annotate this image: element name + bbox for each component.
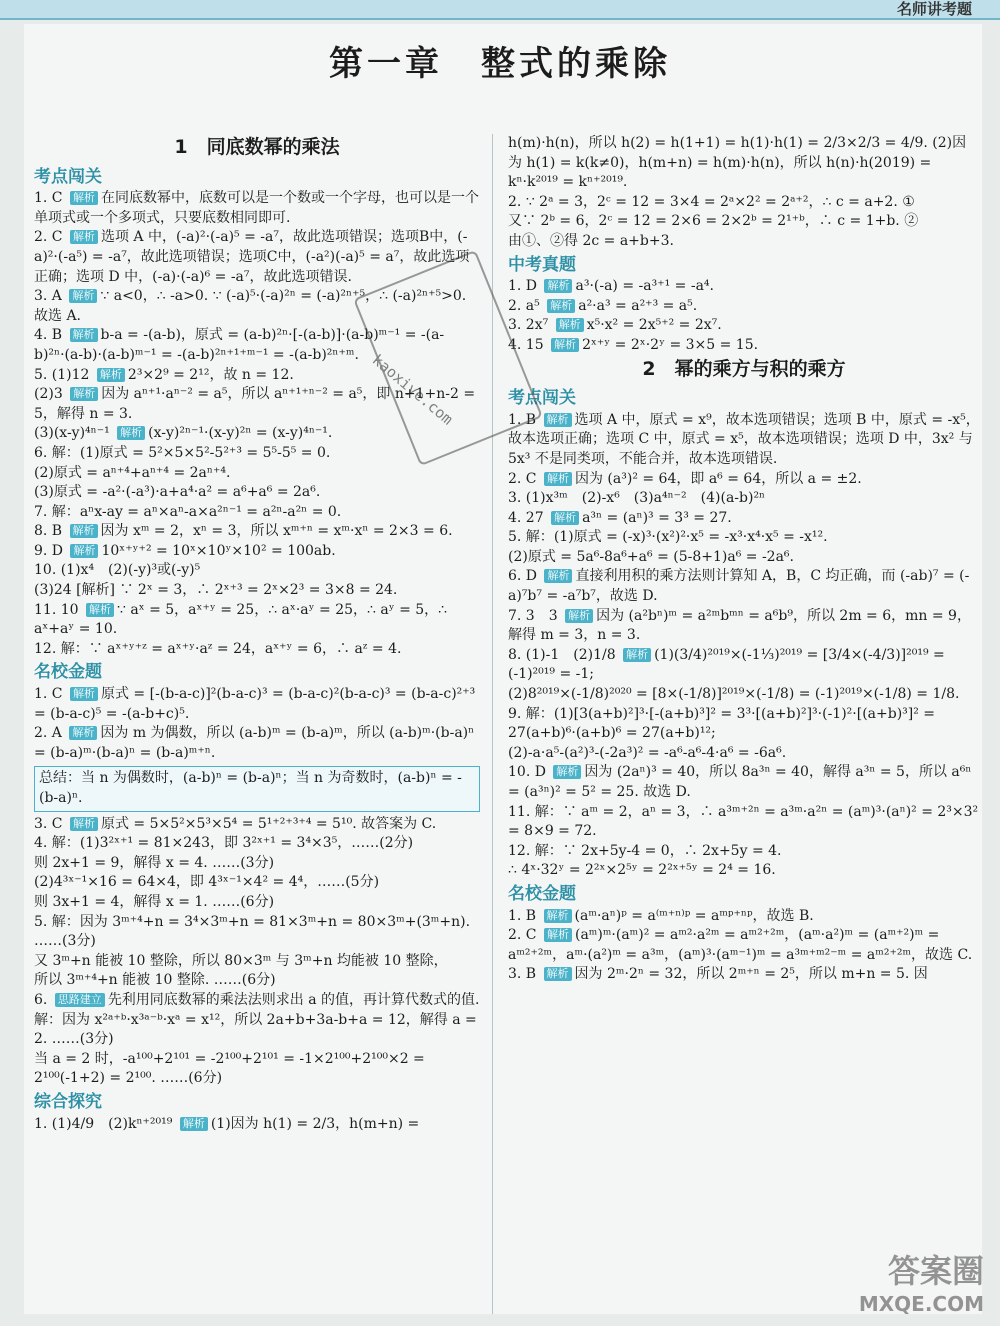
answer-text: (1)[3(a+b)²]³·[-(a+b)³]² = 3³·[(a+b)²]³·(-1)²·[(a+b)³]² = 27(a+b)⁶·(a+b)⁶ = 27(a+b)¹²; (2)-a·a⁵-(a²)³-(-2a³)² = -a⁶-a⁶-4·a⁶ = -6a⁶. [508,705,936,761]
answer-number: 2. A [34,725,67,742]
analysis-tag: 解析 [97,368,125,382]
answer-text: a²·a³ = a²⁺³ = a⁵. [578,297,698,314]
answer-text: x⁵·x² = 2x⁵⁺² = 2x⁷. [586,317,722,334]
answer-item [508,926,980,965]
answer-item [508,134,980,193]
analysis-tag: 解析 [544,909,572,923]
answer-item [508,336,980,356]
analysis-tag: 解析 [69,289,97,303]
analysis-tag: 解析 [69,726,97,740]
answer-number: 10. (1)x⁴ (2)(-y)³或(-y)⁵ [34,562,201,579]
answer-item [34,561,480,600]
answer-number: 1. B [508,411,541,428]
stamp-text: kaoxiye.com [368,350,457,429]
right-column [508,134,983,985]
answer-number: 2. C [508,927,541,944]
answer-text: b-a = -(a-b)，原式 = (a-b)²ⁿ·[-(a-b)]·(a-b)ᵐ⁻¹ = -(a-b)²ⁿ·(a-b)·(a-b)ᵐ⁻¹ = -(a-b)²ⁿ⁺¹⁺ᵐ⁻¹ = -(a-b)²ⁿ⁺ᵐ. [34,327,445,363]
answer-text: (1)(3/4)²⁰¹⁹×(-1⅓)²⁰¹⁹ = [3/4×(-4/3)]²⁰¹⁹ = (-1)²⁰¹⁹ = -1; (2)8²⁰¹⁹×(-1/8)²⁰²⁰ = [8×(-1/8)]²⁰¹⁹×(-1/8) = (-1)²⁰¹⁹×(-1/8) = 1/8. [508,646,960,703]
answer-text: ∵ aˣ = 5，aˣ⁺ʸ = 25，∴ aˣ·aʸ = 25，∴ aʸ = 5，∴ aˣ+aʸ = 10. [34,601,452,638]
answer-text: 选项 A 中，(-a)²·(-a)⁵ = -a⁷，故此选项错误；选项B中，(-a)²·(-a⁵) = -a⁷，故此选项错误；选项C中，(-a²)(-a)⁵ = a⁷，故此选项正确；选项 D 中，(-a)·(-a)⁶ = -a⁷，故此选项错误. [34,229,470,285]
answer-number: 5. 解： [508,529,554,546]
analysis-tag: 解析 [70,328,98,342]
answer-text: ∵ 2ᵃ = 3，2ᶜ = 12 = 3×4 = 2ᵃ×2² = 2ᵃ⁺²，∴ c = a+2. ① 又∵ 2ᵇ = 6，2ᶜ = 12 = 2×6 = 2×2ᵇ = 2¹⁺ᵇ，∴ c = 1+b. ② 由①、②得 2c = a+b+3. [508,193,919,249]
answer-item [508,528,980,567]
answer-text: (1)因为 h(1) = 2/3，h(m+n) = [210,1115,420,1132]
answer-text: 选项 A 中，原式 = x⁹，故本选项错误；选项 B 中，原式 = -x⁵，故本选项正确；选项 C 中，原式 = x⁵，故本选项错误；选项 D 中，3x² 与 5x³ 不是同类项，不能合并，故本选项错误. [508,411,980,467]
analysis-tag: 解析 [553,765,581,779]
answer-text: a³ⁿ = (aⁿ)³ = 3³ = 27. [582,509,732,526]
answer-item [508,907,980,927]
answer-item [34,601,480,640]
answer-text: 2ˣ⁺ʸ = 2ˣ·2ʸ = 3×5 = 15. [582,336,759,353]
analysis-tag: 解析 [544,928,572,942]
answer-number: 5. 解： [34,913,80,930]
subsection-heading: 名校金题 [508,883,576,904]
answer-number: 8. (1)-1 (2)1/8 [508,646,621,663]
analysis-tag: 解析 [623,648,651,662]
analysis-tag: 解析 [544,569,572,583]
analysis-tag: 解析 [544,967,572,981]
answer-text: (1)3²ˣ⁺¹ = 81×243，即 3²ˣ⁺¹ = 3⁴×3⁵，……(2分) 则 2x+1 = 9，解得 x = 4. ……(3分) (2)4³ˣ⁻¹×16 = 64×4，即 4³ˣ⁻¹×4² = 4⁴，……(5分) 则 3x+1 = 4，解得 x = 1. ……(6分) [34,835,414,910]
answer-number: 1. (1)4/9 (2)kⁿ⁺²⁰¹⁹ [34,1115,177,1132]
answer-number: 10. D [508,764,551,781]
subsection-heading: 综合探究 [34,1091,102,1112]
answer-number: 12. 解： [508,842,563,859]
answer-item [34,815,480,835]
answer-text: ∵ aˣ⁺ʸ⁺ᶻ = aˣ⁺ʸ·aᶻ = 24，aˣ⁺ʸ = 6，∴ aᶻ = 4. [88,640,402,657]
answer-number: 11. 10 [34,601,83,618]
answer-item [34,724,480,763]
answer-number: 2. [508,193,526,210]
analysis-tag: 解析 [70,817,98,831]
answer-text: 因为 3ᵐ⁺⁴+n = 3⁴×3ᵐ+n = 81×3ᵐ+n = 80×3ᵐ+(3ᵐ+n). ……(3分) 又 3ᵐ+n 能被 10 整除，所以 80×3ᵐ 与 3ᵐ+n 均能被 10 整除， 所以 3ᵐ⁺⁴+n 能被 10 整除. ……(6分) [34,913,471,989]
answer-text: (1)原式 = (-x)³·(x²)²·x⁵ = -x³·x⁴·x⁵ = -x¹². (2)原式 = 5a⁶-8a⁶+a⁶ = (5-8+1)a⁶ = -2a⁶. [508,529,828,565]
answer-item [508,297,980,317]
answer-number: 12. 解： [34,640,89,657]
answer-item [508,316,980,336]
answer-item [34,444,480,503]
answer-text: 因为 m 为偶数，所以 (a-b)ᵐ = (b-a)ᵐ，所以 (a-b)ᵐ·(b-a)ⁿ = (b-a)ᵐ·(b-a)ⁿ = (b-a)ᵐ⁺ⁿ. [34,725,479,761]
analysis-tag: 解析 [556,318,584,332]
answer-number: 6. 解： [34,444,80,461]
answer-item [34,640,480,660]
answer-text: 因为 (a²bⁿ)ᵐ = a²ᵐbᵐⁿ = a⁶b⁹，所以 2m = 6，mn = 9，解得 m = 3，n = 3. [508,607,971,644]
answer-text: (aᵐ·aⁿ)ᵖ = a⁽ᵐ⁺ⁿ⁾ᵖ = aᵐᵖ⁺ⁿᵖ，故选 B. [574,907,814,924]
answer-item [508,842,980,881]
analysis-tag: 解析 [70,387,98,401]
answer-number: 2. C [34,229,67,246]
analysis-tag: 解析 [70,191,98,205]
analysis-tag: 解析 [551,338,579,352]
header-strip [0,0,1000,20]
answer-item [34,834,480,912]
answer-list [34,685,480,763]
answer-text: ∵ 2x+5y-4 = 0，∴ 2x+5y = 4. ∴ 4ˣ·32ʸ = 2²ˣ×2⁵ʸ = 2²ˣ⁺⁵ʸ = 2⁴ = 16. [508,842,782,879]
answer-number: 2. a⁵ [508,297,545,314]
section-title: 1 同底数幂的乘法 [174,136,340,158]
analysis-tag: 解析 [544,279,572,293]
subsection-heading: 考点闯关 [34,166,102,187]
chapter-title: 第一章 整式的乘除 [329,44,671,84]
answer-text: 因为 (2aⁿ)³ = 40，所以 8a³ⁿ = 40，解得 a³ⁿ = 5，所以 a⁶ⁿ = (a³ⁿ)² = 5² = 25. 故选 D. [508,764,976,800]
answer-number: 4. 15 [508,336,549,353]
subsection-heading: 名校金题 [34,662,102,683]
analysis-tag: 解析 [547,299,575,313]
answer-text: (x-y)²ⁿ⁻¹·(x-y)²ⁿ = (x-y)⁴ⁿ⁻¹. [148,425,333,442]
answer-number: 1. D [508,278,542,295]
answer-number: 5. (1)12 [34,366,94,383]
answer-text: 因为 aⁿ⁺¹·aⁿ⁻² = a⁵，所以 aⁿ⁺¹⁺ⁿ⁻² = a⁵，即 n+1+n-2 = 5，解得 n = 3. [34,386,480,422]
analysis-tag: 解析 [70,687,98,701]
analysis-tag: 解析 [544,413,572,427]
answer-text: 先利用同底数幂的乘法法则求出 a 的值，再计算代数式的值. 解：因为 x²ᵃ⁺ᵇ·x³ᵃ⁻ᵇ·xᵃ = x¹²，所以 2a+b+3a-b+a = 12，解得 a = 2. ……(3分) 当 a = 2 时，-a¹⁰⁰+2¹⁰¹ = -2¹⁰⁰+2¹⁰¹ = -1×2¹⁰⁰+2¹⁰⁰×2 = 2¹⁰⁰(-1+2) = 2¹⁰⁰. ……(6分) [34,991,480,1087]
answer-item [508,411,980,470]
summary-note: 总结：当 n 为偶数时，(a-b)ⁿ = (b-a)ⁿ；当 n 为奇数时，(a-b)ⁿ = -(b-a)ⁿ. [34,766,480,811]
answer-number: 4. B [34,327,67,344]
answer-text: 原式 = 5×5²×5³×5⁴ = 5¹⁺²⁺³⁺⁴ = 5¹⁰. 故答案为 C. [100,815,437,832]
answer-number: 3. B [508,966,541,983]
answer-number: 8. B [34,523,67,540]
answer-text: 原式 = [-(b-a-c)]²(b-a-c)³ = (b-a-c)²(b-a-c)³ = (b-a-c)²⁺³ = (b-a-c)⁵ = -(a-b+c)⁵. [34,686,480,722]
answer-item [34,991,480,1089]
site-watermark [859,1246,984,1316]
answer-item [34,1115,480,1135]
header-corner-text: 名师讲考题 [896,0,972,18]
analysis-tag: 解析 [70,524,98,538]
subsection-heading: 中考真题 [508,254,576,275]
answer-text: 因为 (a³)² = 64，即 a⁶ = 64，所以 a = ±2. [574,470,862,487]
answer-list [34,1115,480,1135]
answer-number: 9. 解： [508,705,554,722]
answer-list [34,815,480,1089]
answer-item [508,193,980,252]
analysis-tag: 解析 [565,609,593,623]
analysis-tag: 解析 [117,426,145,440]
answer-item [34,503,480,523]
answer-text: 在同底数幂中，底数可以是一个数或一个字母，也可以是一个单项式或一个多项式，只要底数相同即可. [34,190,479,226]
answer-text: (3)24 [解析] ∵ 2ˣ = 3，∴ 2ˣ⁺³ = 2ˣ×2³ = 3×8 = 24. [34,582,398,599]
answer-number: 4. 27 [508,509,549,526]
analysis-tag: 解析 [70,230,98,244]
answer-number: (3)(x-y)⁴ⁿ⁻¹ [34,425,115,442]
answer-item [34,913,480,991]
answer-item [508,965,980,985]
answer-number: 7. 解： [34,503,80,520]
analysis-tag: 解析 [180,1117,208,1131]
subsection-heading: 考点闯关 [508,388,576,409]
answer-number: 3. A [34,288,67,305]
answer-text: 2³×2⁹ = 2¹²，故 n = 12. [127,366,294,383]
analysis-tag: 解析 [544,472,572,486]
answer-item [508,470,980,490]
answer-item [508,509,980,529]
analysis-tag: 解析 [86,603,114,617]
answer-text: 直接利用积的乘方法则计算知 A，B，C 均正确，而 (-ab)⁷ = (-a)⁷b⁷ = -a⁷b⁷，故选 D. [508,568,970,605]
answer-number: (2)3 [34,386,68,403]
answer-item [508,646,980,705]
analysis-tag: 思路建立 [55,993,105,1007]
answer-text: 10ˣ⁺ʸ⁺² = 10ˣ×10ʸ×10² = 100ab. [101,542,336,559]
answer-item [508,803,983,842]
answer-item [508,607,980,646]
answer-text: (aᵐ)ᵐ·(aᵐ)² = aᵐ²·a²ᵐ = aᵐ²⁺²ᵐ，(aᵐ·a²)ᵐ = (aᵐ⁺²)ᵐ = aᵐ²⁺²ᵐ，aᵐ·(a²)ᵐ = a³ᵐ，(aᵐ)³·(aᵐ⁻¹)ᵐ = a³ᵐ⁺ᵐ²⁻ᵐ = aᵐ²⁺²ᵐ，故选 C. [508,927,973,963]
answer-list [508,277,980,355]
answer-number: 6. D [508,568,542,585]
analysis-tag: 解析 [70,544,98,558]
answer-item [508,489,980,509]
answer-item [34,522,480,542]
answer-number: 9. D [34,542,68,559]
answer-text: h(m)·h(n)，所以 h(2) = h(1+1) = h(1)·h(1) = 2/3×2/3 = 4/9. (2)因为 h(1) = k(k≠0)，h(m+n) = h(m)·h(n)，所以 h(n)·h(2019) = kⁿ·k²⁰¹⁹ = kⁿ⁺²⁰¹⁹. [508,135,967,191]
answer-item [508,763,980,802]
answer-item [508,277,980,297]
answer-text: 因为 xᵐ = 2，xⁿ = 3，所以 xᵐ⁺ⁿ = xᵐ·xⁿ = 2×3 = 6. [100,523,453,540]
answer-number: 4. 解： [34,835,80,852]
answer-text: a³·(-a) = -a³⁺¹ = -a⁴. [575,278,714,295]
answer-text: ∵ aᵐ = 2，aⁿ = 3，∴ a³ᵐ⁺²ⁿ = a³ᵐ·a²ⁿ = (aᵐ)³·(aⁿ)² = 2³×3² = 8×9 = 72. [508,803,983,840]
answer-item [508,567,980,606]
answer-item [34,189,480,228]
answer-text: 因为 2ᵐ·2ⁿ = 32，所以 2ᵐ⁺ⁿ = 2⁵，所以 m+n = 5. 因 [574,966,928,983]
watermark-url: MXQE.COM [858,1292,984,1316]
answer-number: 3. 2x⁷ [508,317,553,334]
answer-list [508,907,980,985]
answer-number: 3. (1)x³ᵐ (2)-x⁶ (3)a⁴ⁿ⁻² (4)(a-b)²ⁿ [508,490,766,507]
answer-list [508,134,980,252]
answer-number: 1. C [34,686,67,703]
answer-item [508,705,980,764]
answer-item [34,542,480,562]
answer-number: 1. B [508,907,541,924]
answer-number: 6. [34,991,52,1008]
answer-list [508,411,983,881]
answer-number: 11. 解： [508,803,563,820]
analysis-tag: 解析 [551,511,579,525]
answer-number: 2. C [508,470,541,487]
answer-number: 1. C [34,190,67,207]
answer-text: aⁿx-ay = aⁿ×aⁿ-a×a²ⁿ⁻¹ = a²ⁿ-a²ⁿ = 0. [79,503,342,520]
answer-number: 3. C [34,815,67,832]
section-title: 2 幂的乘方与积的乘方 [642,357,846,380]
watermark-logo-text: 答案圈 [887,1252,984,1290]
answer-item [34,685,480,724]
answer-number: 7. 3 3 [508,607,563,624]
answer-text: ∵ a<0，∴ -a>0. ∵ (-a)⁵·(-a)²ⁿ = (-a)²ⁿ⁺⁵，∴ (-a)²ⁿ⁺⁵>0. 故选 A. [34,288,471,324]
answer-text: (1)原式 = 5²×5×5²-5²⁺³ = 5⁵-5⁵ = 0. (2)原式 = aⁿ⁺⁴+aⁿ⁺⁴ = 2aⁿ⁺⁴. (3)原式 = -a²·(-a³)·a+a⁴·a² = a⁶+a⁶ = 2a⁶. [34,444,331,501]
